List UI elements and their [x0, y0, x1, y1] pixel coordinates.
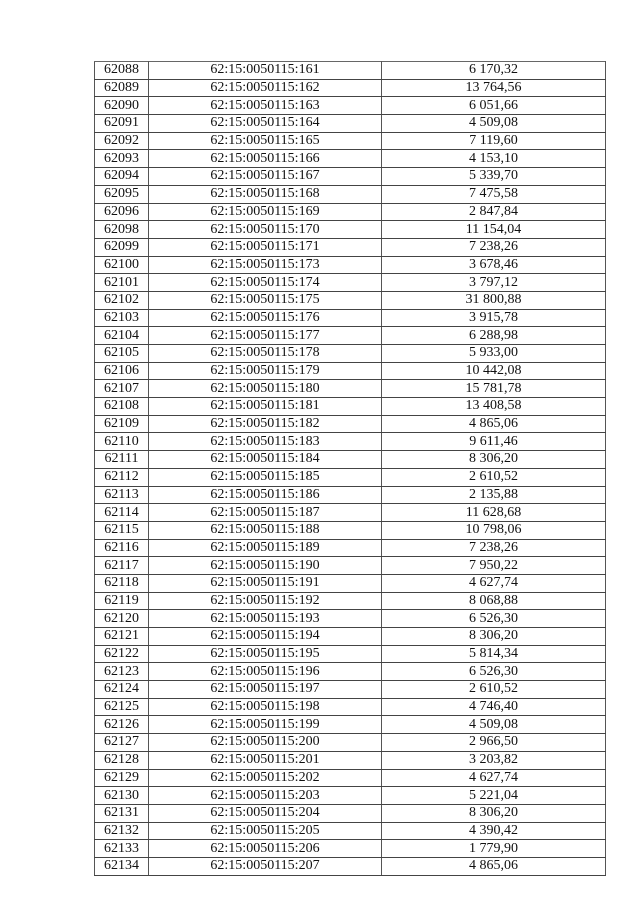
row-number-cell: 62119	[95, 592, 149, 610]
row-number-cell: 62125	[95, 698, 149, 716]
value-cell: 8 306,20	[382, 804, 606, 822]
cadastral-number-cell: 62:15:0050115:171	[149, 238, 382, 256]
value-cell: 7 950,22	[382, 557, 606, 575]
value-cell: 3 678,46	[382, 256, 606, 274]
table-row	[95, 433, 606, 451]
row-number-cell: 62103	[95, 309, 149, 327]
cadastral-number-cell: 62:15:0050115:188	[149, 521, 382, 539]
cadastral-number-cell: 62:15:0050115:191	[149, 574, 382, 592]
table-row	[95, 185, 606, 203]
value-cell: 10 798,06	[382, 521, 606, 539]
table-row	[95, 857, 606, 875]
cadastral-number-cell: 62:15:0050115:193	[149, 610, 382, 628]
row-number-cell: 62109	[95, 415, 149, 433]
table-row	[95, 62, 606, 80]
value-cell: 2 847,84	[382, 203, 606, 221]
row-number-cell: 62121	[95, 628, 149, 646]
cadastral-number-cell: 62:15:0050115:183	[149, 433, 382, 451]
table-row	[95, 97, 606, 115]
value-cell: 2 966,50	[382, 734, 606, 752]
table-row	[95, 610, 606, 628]
cadastral-number-cell: 62:15:0050115:194	[149, 628, 382, 646]
row-number-cell: 62089	[95, 79, 149, 97]
table-row	[95, 451, 606, 469]
cadastral-number-cell: 62:15:0050115:190	[149, 557, 382, 575]
table-row	[95, 557, 606, 575]
value-cell: 4 746,40	[382, 698, 606, 716]
row-number-cell: 62096	[95, 203, 149, 221]
row-number-cell: 62129	[95, 769, 149, 787]
table-row	[95, 79, 606, 97]
cadastral-number-cell: 62:15:0050115:180	[149, 380, 382, 398]
parcel-table-body	[95, 62, 606, 876]
table-row	[95, 203, 606, 221]
table-row	[95, 840, 606, 858]
row-number-cell: 62112	[95, 468, 149, 486]
value-cell: 4 865,06	[382, 415, 606, 433]
row-number-cell: 62134	[95, 857, 149, 875]
row-number-cell: 62090	[95, 97, 149, 115]
cadastral-number-cell: 62:15:0050115:166	[149, 150, 382, 168]
table-row	[95, 238, 606, 256]
value-cell: 2 610,52	[382, 681, 606, 699]
cadastral-number-cell: 62:15:0050115:186	[149, 486, 382, 504]
cadastral-number-cell: 62:15:0050115:200	[149, 734, 382, 752]
row-number-cell: 62099	[95, 238, 149, 256]
table-row	[95, 468, 606, 486]
row-number-cell: 62117	[95, 557, 149, 575]
row-number-cell: 62130	[95, 787, 149, 805]
value-cell: 5 933,00	[382, 345, 606, 363]
table-row	[95, 398, 606, 416]
row-number-cell: 62113	[95, 486, 149, 504]
value-cell: 6 288,98	[382, 327, 606, 345]
cadastral-number-cell: 62:15:0050115:204	[149, 804, 382, 822]
table-row	[95, 592, 606, 610]
value-cell: 6 051,66	[382, 97, 606, 115]
cadastral-number-cell: 62:15:0050115:184	[149, 451, 382, 469]
cadastral-number-cell: 62:15:0050115:203	[149, 787, 382, 805]
table-row	[95, 221, 606, 239]
row-number-cell: 62116	[95, 539, 149, 557]
row-number-cell: 62105	[95, 345, 149, 363]
row-number-cell: 62101	[95, 274, 149, 292]
value-cell: 2 135,88	[382, 486, 606, 504]
cadastral-number-cell: 62:15:0050115:197	[149, 681, 382, 699]
table-row	[95, 681, 606, 699]
table-row	[95, 751, 606, 769]
row-number-cell: 62106	[95, 362, 149, 380]
table-row	[95, 132, 606, 150]
value-cell: 7 238,26	[382, 238, 606, 256]
cadastral-number-cell: 62:15:0050115:189	[149, 539, 382, 557]
row-number-cell: 62098	[95, 221, 149, 239]
cadastral-number-cell: 62:15:0050115:207	[149, 857, 382, 875]
row-number-cell: 62095	[95, 185, 149, 203]
value-cell: 8 306,20	[382, 451, 606, 469]
cadastral-number-cell: 62:15:0050115:167	[149, 168, 382, 186]
table-row	[95, 309, 606, 327]
table-row	[95, 628, 606, 646]
value-cell: 6 526,30	[382, 610, 606, 628]
table-row	[95, 822, 606, 840]
table-row	[95, 521, 606, 539]
value-cell: 11 154,04	[382, 221, 606, 239]
value-cell: 4 509,08	[382, 115, 606, 133]
row-number-cell: 62104	[95, 327, 149, 345]
value-cell: 11 628,68	[382, 504, 606, 522]
row-number-cell: 62115	[95, 521, 149, 539]
table-row	[95, 804, 606, 822]
value-cell: 13 408,58	[382, 398, 606, 416]
row-number-cell: 62100	[95, 256, 149, 274]
row-number-cell: 62092	[95, 132, 149, 150]
cadastral-number-cell: 62:15:0050115:174	[149, 274, 382, 292]
row-number-cell: 62128	[95, 751, 149, 769]
row-number-cell: 62108	[95, 398, 149, 416]
table-row	[95, 380, 606, 398]
cadastral-number-cell: 62:15:0050115:187	[149, 504, 382, 522]
value-cell: 5 221,04	[382, 787, 606, 805]
table-row	[95, 115, 606, 133]
cadastral-number-cell: 62:15:0050115:161	[149, 62, 382, 80]
value-cell: 2 610,52	[382, 468, 606, 486]
value-cell: 7 475,58	[382, 185, 606, 203]
value-cell: 10 442,08	[382, 362, 606, 380]
table-row	[95, 345, 606, 363]
table-row	[95, 539, 606, 557]
cadastral-number-cell: 62:15:0050115:177	[149, 327, 382, 345]
value-cell: 4 627,74	[382, 769, 606, 787]
table-row	[95, 734, 606, 752]
table-row	[95, 362, 606, 380]
value-cell: 8 068,88	[382, 592, 606, 610]
table-row	[95, 663, 606, 681]
row-number-cell: 62123	[95, 663, 149, 681]
cadastral-number-cell: 62:15:0050115:195	[149, 645, 382, 663]
cadastral-number-cell: 62:15:0050115:181	[149, 398, 382, 416]
row-number-cell: 62091	[95, 115, 149, 133]
value-cell: 5 814,34	[382, 645, 606, 663]
value-cell: 3 797,12	[382, 274, 606, 292]
table-row	[95, 504, 606, 522]
row-number-cell: 62094	[95, 168, 149, 186]
row-number-cell: 62088	[95, 62, 149, 80]
table-row	[95, 168, 606, 186]
cadastral-number-cell: 62:15:0050115:182	[149, 415, 382, 433]
cadastral-number-cell: 62:15:0050115:196	[149, 663, 382, 681]
table-row	[95, 274, 606, 292]
value-cell: 1 779,90	[382, 840, 606, 858]
cadastral-number-cell: 62:15:0050115:170	[149, 221, 382, 239]
cadastral-number-cell: 62:15:0050115:179	[149, 362, 382, 380]
cadastral-number-cell: 62:15:0050115:168	[149, 185, 382, 203]
table-row	[95, 327, 606, 345]
row-number-cell: 62093	[95, 150, 149, 168]
row-number-cell: 62126	[95, 716, 149, 734]
table-row	[95, 150, 606, 168]
cadastral-number-cell: 62:15:0050115:201	[149, 751, 382, 769]
cadastral-number-cell: 62:15:0050115:205	[149, 822, 382, 840]
value-cell: 4 865,06	[382, 857, 606, 875]
row-number-cell: 62120	[95, 610, 149, 628]
cadastral-number-cell: 62:15:0050115:202	[149, 769, 382, 787]
table-row	[95, 645, 606, 663]
cadastral-number-cell: 62:15:0050115:185	[149, 468, 382, 486]
row-number-cell: 62111	[95, 451, 149, 469]
cadastral-number-cell: 62:15:0050115:192	[149, 592, 382, 610]
table-row	[95, 716, 606, 734]
table-row	[95, 698, 606, 716]
row-number-cell: 62132	[95, 822, 149, 840]
table-row	[95, 787, 606, 805]
table-row	[95, 256, 606, 274]
row-number-cell: 62131	[95, 804, 149, 822]
cadastral-number-cell: 62:15:0050115:173	[149, 256, 382, 274]
cadastral-number-cell: 62:15:0050115:163	[149, 97, 382, 115]
value-cell: 6 170,32	[382, 62, 606, 80]
value-cell: 31 800,88	[382, 291, 606, 309]
table-row	[95, 291, 606, 309]
table-row	[95, 415, 606, 433]
cadastral-number-cell: 62:15:0050115:175	[149, 291, 382, 309]
cadastral-number-cell: 62:15:0050115:164	[149, 115, 382, 133]
cadastral-number-cell: 62:15:0050115:178	[149, 345, 382, 363]
value-cell: 4 627,74	[382, 574, 606, 592]
value-cell: 6 526,30	[382, 663, 606, 681]
row-number-cell: 62124	[95, 681, 149, 699]
row-number-cell: 62110	[95, 433, 149, 451]
cadastral-number-cell: 62:15:0050115:198	[149, 698, 382, 716]
value-cell: 4 390,42	[382, 822, 606, 840]
row-number-cell: 62102	[95, 291, 149, 309]
value-cell: 4 153,10	[382, 150, 606, 168]
value-cell: 7 238,26	[382, 539, 606, 557]
table-row	[95, 486, 606, 504]
cadastral-number-cell: 62:15:0050115:176	[149, 309, 382, 327]
row-number-cell: 62118	[95, 574, 149, 592]
cadastral-number-cell: 62:15:0050115:169	[149, 203, 382, 221]
cadastral-number-cell: 62:15:0050115:162	[149, 79, 382, 97]
row-number-cell: 62122	[95, 645, 149, 663]
value-cell: 5 339,70	[382, 168, 606, 186]
value-cell: 4 509,08	[382, 716, 606, 734]
value-cell: 15 781,78	[382, 380, 606, 398]
row-number-cell: 62107	[95, 380, 149, 398]
value-cell: 3 203,82	[382, 751, 606, 769]
value-cell: 9 611,46	[382, 433, 606, 451]
value-cell: 7 119,60	[382, 132, 606, 150]
row-number-cell: 62127	[95, 734, 149, 752]
value-cell: 3 915,78	[382, 309, 606, 327]
cadastral-number-cell: 62:15:0050115:165	[149, 132, 382, 150]
value-cell: 8 306,20	[382, 628, 606, 646]
table-row	[95, 574, 606, 592]
cadastral-number-cell: 62:15:0050115:199	[149, 716, 382, 734]
table-row	[95, 769, 606, 787]
cadastral-number-cell: 62:15:0050115:206	[149, 840, 382, 858]
value-cell: 13 764,56	[382, 79, 606, 97]
parcel-table	[94, 61, 606, 876]
row-number-cell: 62114	[95, 504, 149, 522]
row-number-cell: 62133	[95, 840, 149, 858]
